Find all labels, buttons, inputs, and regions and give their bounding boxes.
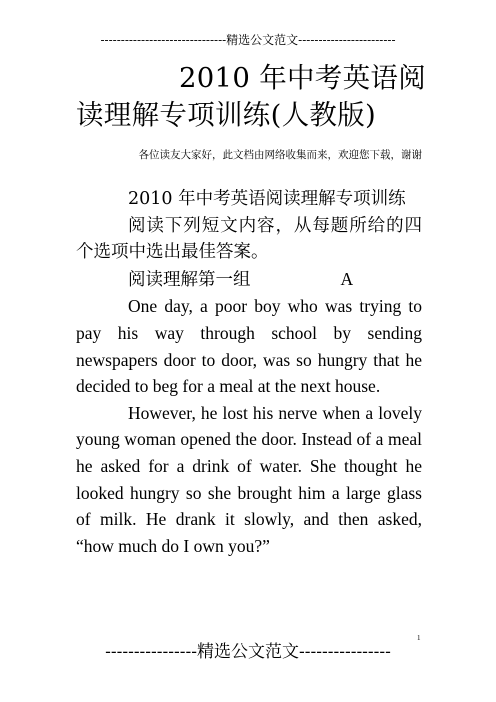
section-mark: A: [340, 268, 354, 289]
english-paragraph: One day, a poor boy who was trying to pay his way through school by sending newspapers door to door, was so hungry that he decided to beg for a meal at the next house.: [76, 296, 422, 397]
section-title: 阅读理解第一组: [128, 269, 251, 290]
english-paragraph: However, he lost his nerve when a lovely young woman opened the door. Instead of a meal he asked for a drink of water. She thought he looked hungry so she brought him a large glass of milk. He drank it slowly, and then asked, “how much do I own you?”: [76, 402, 422, 556]
document-body: [76, 186, 422, 559]
title-line-2: 读理解专项训练(人教版): [76, 99, 377, 131]
body-paragraph: 2010 年中考英语阅读理解专项训练: [128, 189, 406, 209]
body-paragraph: 阅读下列短文内容，从每题所给的四个选项中选出最佳答案。: [76, 215, 422, 263]
title-line-1: 2010 年中考英语阅: [178, 62, 426, 94]
document-subtitle: 各位读友大家好，此文档由网络收集而来，欢迎您下载，谢谢: [138, 149, 422, 161]
page-header: -------------------------------精选公文范文------------------------: [100, 33, 396, 47]
page-number: 1: [417, 634, 421, 642]
section-heading-line: [76, 266, 422, 294]
page-footer: ----------------精选公文范文----------------: [105, 642, 391, 662]
document-title: [76, 60, 426, 134]
